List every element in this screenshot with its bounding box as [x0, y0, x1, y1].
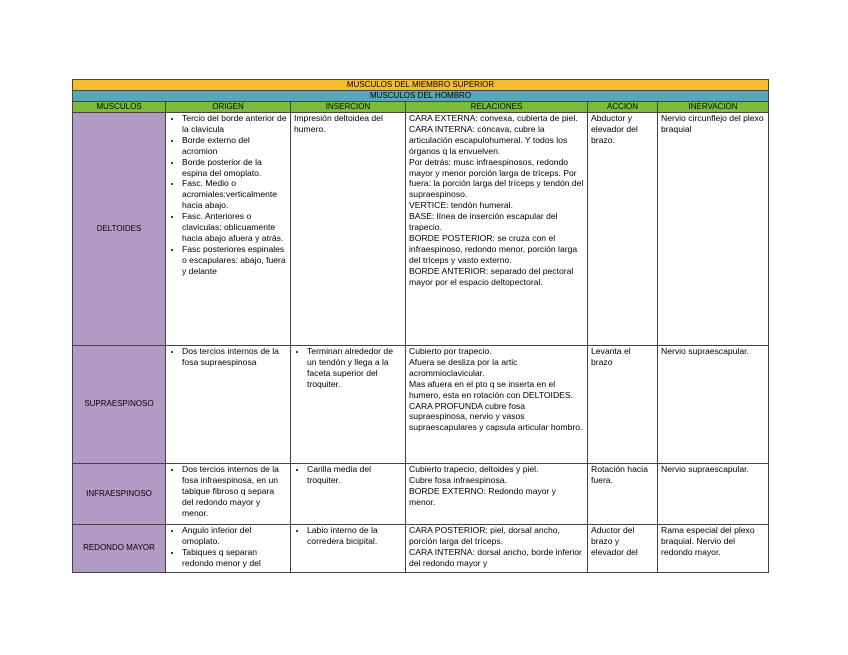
muscle-name: DELTOIDES	[73, 113, 166, 346]
inervacion-cell: Nervio supraescapular.	[658, 464, 769, 525]
origen-item: • Fasc. Medio o acromiales:verticalmente hacia abajo.	[182, 178, 287, 211]
insercion-text: Impresión deltoidea del humero.	[294, 113, 383, 134]
inervacion-cell: Rama especial del plexo braquial. Nervio del redondo mayor.	[658, 525, 769, 573]
relaciones-cell	[406, 113, 588, 346]
insercion-cell	[291, 346, 406, 464]
accion-cell	[588, 525, 658, 573]
insercion-cell	[291, 113, 406, 346]
origen-item: • Dos tercios internos de la fosa supraespinosa	[182, 346, 287, 368]
inervacion-cell: Nervio circunflejo del plexo braquial	[658, 113, 769, 346]
origen-cell	[166, 113, 291, 346]
relaciones-line: Cubierto trapecio, deltoides y piel.	[409, 464, 539, 474]
relaciones-line: CARA PROFUNDA cubre fosa supraespinosa, nervio y vasos supraescapulares y capsula articular hombro.	[409, 400, 583, 433]
header-relaciones: RELACIONES	[406, 102, 588, 113]
insercion-item: • Terminan alrededor de un tendón y llega a la faceta superior del troquiter.	[307, 346, 402, 390]
header-inervacion: INERVACION	[658, 102, 769, 113]
accion-cell: Levanta el brazo	[588, 346, 658, 464]
relaciones-line: Afuera se desliza por la artic acrommioclavicular.	[409, 356, 518, 378]
header-musculos: MUSCULOS	[73, 102, 166, 113]
inervacion-cell: Nervio supraescapular.	[658, 346, 769, 464]
table-row	[73, 113, 769, 346]
relaciones-line: CARA EXTERNA: convexa, cubierta de piel.	[409, 113, 578, 123]
relaciones-line: CARA POSTERIOR: piel, dorsal ancho, porción larga del tríceps.	[409, 525, 560, 546]
header-origen: ORIGEN	[166, 102, 291, 113]
origen-item: • Tercio del borde anterior de la clavicula	[182, 113, 287, 135]
origen-item: • Fasc. Anteriores o claviculas: oblicuamente hacia abajo afuera y atrás.	[182, 211, 287, 244]
relaciones-line: Cubierto por trapecio.	[409, 346, 492, 356]
origen-item: • Angulo inferior del omoplato.	[182, 525, 287, 547]
header-accion: ACCION	[588, 102, 658, 113]
relaciones-line: Mas afuera en el pto q se inserta en el humero, esta en rotación con DELTOIDES.	[409, 378, 573, 400]
origen-item: • Borde posterior de la espina del omoplato.	[182, 157, 287, 179]
relaciones-cell	[406, 525, 588, 573]
relaciones-line: BORDE POSTERIOR: se cruza con el infraespinoso, redondo menor, porción larga del tríceps y vasto externo.	[409, 232, 578, 265]
relaciones-line: BORDE ANTERIOR: separado del pectoral mayor por el espacio deltopectoral.	[409, 265, 574, 287]
insercion-item: • Carilla media del troquiter.	[307, 464, 402, 486]
relaciones-line: BASE: línea de inserción escapular del trapecio.	[409, 211, 558, 233]
insercion-cell	[291, 525, 406, 573]
relaciones-cell	[406, 464, 588, 525]
relaciones-line: Cubre fosa infraespinosa.	[409, 474, 507, 485]
origen-cell	[166, 464, 291, 525]
relaciones-line: BORDE EXTERNO: Redondo mayor y menor.	[409, 485, 557, 507]
origen-cell	[166, 346, 291, 464]
table-title: MUSCULOS DEL MIEMBRO SUPERIOR	[73, 80, 769, 91]
relaciones-line: CARA INTERNA: cóncava, cubre la articulación escapulohumeral. Y todos los órganos q la envuelven.	[409, 123, 568, 156]
origen-item: • Fasc posteriores espinales o escapulares: abajo, fuera y delante	[182, 244, 287, 277]
header-insercion: INSERCION	[291, 102, 406, 113]
muscles-table	[72, 79, 769, 573]
insercion-cell	[291, 464, 406, 525]
accion-cell: Rotación hacia fuera.	[588, 464, 658, 525]
relaciones-line: VERTICE: tendón humeral.	[409, 200, 513, 211]
origen-item: • Borde externo del acromion	[182, 135, 287, 157]
relaciones-line: Por detrás: musc infraespinosos, redondo mayor y menor porción larga de tríceps. Por fuera: la porción larga del tríceps y tendón del supraespinoso.	[409, 156, 584, 200]
muscle-name: REDONDO MAYOR	[73, 525, 166, 573]
table-row	[73, 525, 769, 573]
muscle-name: SUPRAESPINOSO	[73, 346, 166, 464]
table-row	[73, 464, 769, 525]
insercion-item: • Labio interno de la corredera bicipital.	[307, 525, 402, 547]
origen-cell	[166, 525, 291, 573]
origen-item: • Tabiques q separan redondo menor y del	[182, 547, 287, 569]
muscle-name: INFRAESPINOSO	[73, 464, 166, 525]
document-page	[72, 79, 768, 573]
table-subtitle: MUSCULOS DEL HOMBRO	[73, 91, 769, 102]
relaciones-line: CARA INTERNA: dorsal ancho, borde inferior del redondo mayor y	[409, 546, 582, 568]
origen-item: • Dos tercios internos de la fosa infraespinosa, en un tabique fibroso q separa del redondo mayor y menor.	[182, 464, 287, 519]
relaciones-cell	[406, 346, 588, 464]
table-row	[73, 346, 769, 464]
accion-text: Aductor del brazo y elevador del	[591, 525, 638, 557]
accion-cell: Abductor y elevador del brazo.	[588, 113, 658, 346]
